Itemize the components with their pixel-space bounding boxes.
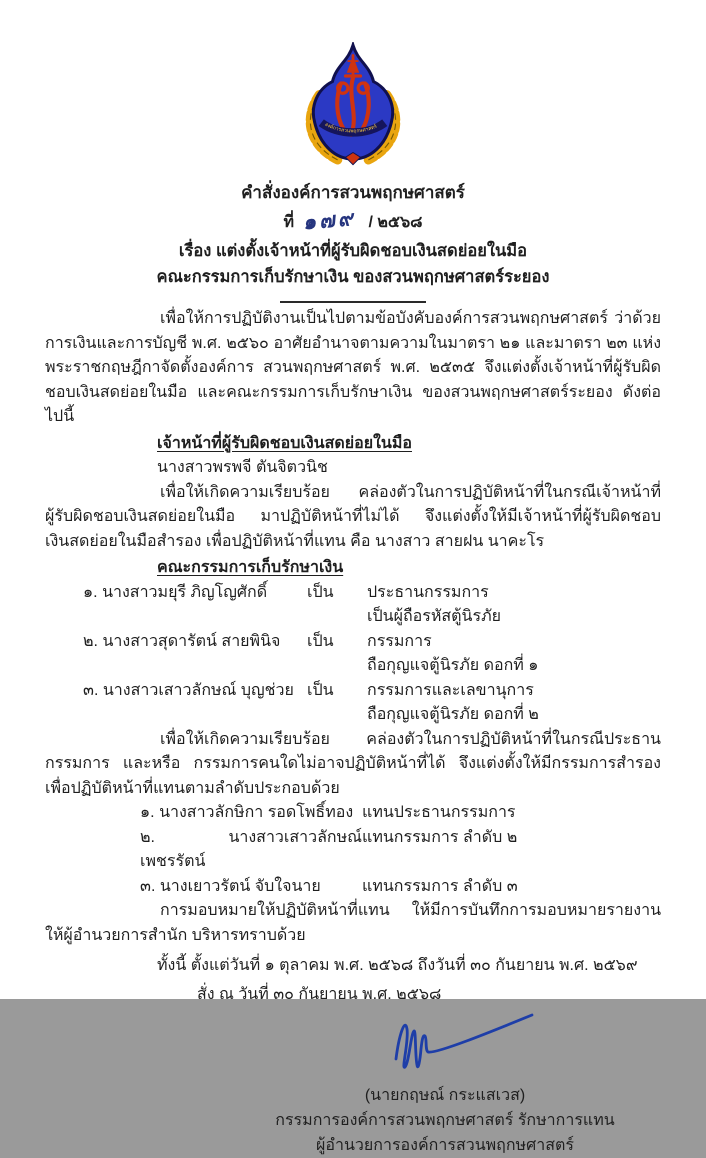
member-is-word: เป็น [307, 632, 334, 650]
substitute-number-name: ๑. นางสาวลักษิกา รอดโพธิ์ทอง [140, 804, 354, 821]
effective-date-line: ทั้งนี้ ตั้งแต่วันที่ ๑ ตุลาคม พ.ศ. ๒๕๖๘ ถึงวันที่ ๓๐ กันยายน พ.ศ. ๒๕๖๙ [157, 957, 638, 974]
committee-member-row [45, 630, 661, 679]
signatory-title-1: กรรมการองค์การสวนพฤกษศาสตร์ รักษาการแทน [275, 1112, 615, 1129]
committee-member-row [45, 679, 661, 728]
substitute-role: แทนกรรมการ ลำดับ ๓ [362, 877, 518, 895]
member-number-name: ๓. นางสาวเสาวลักษณ์ บุญช่วย [83, 681, 294, 699]
member-role-primary: ประธานกรรมการ [367, 583, 489, 601]
member-roles [367, 679, 661, 728]
document-number-line [0, 206, 706, 238]
document-title: คำสั่งองค์การสวนพฤกษศาสตร์ [241, 183, 465, 202]
member-number-name: ๒. นางสาวสุดารัตน์ สายพินิจ [83, 632, 281, 650]
member-is-word: เป็น [307, 681, 334, 699]
closing-block [255, 1009, 635, 1158]
officer-backup-paragraph: เพื่อให้เกิดความเรียบร้อย คล่องตัวในการปฏิบัติหน้าที่ในกรณีเจ้าหน้าที่ผู้รับผิดชอบเงินสดย่อยในมือ มาปฏิบัติหน้าที่ไม่ได้ จึงแต่งตั้งให้มีเจ้าหน้าที่ผู้รับผิดชอบเงินสดย่อยในมือสำรอง เพื่อปฏิบัติหน้าที่แทน คือ นางสาว สายฝน นาคะโร [45, 483, 661, 550]
title-divider [280, 301, 426, 303]
member-role-primary: กรรมการและเลขานุการ [367, 681, 534, 699]
substitute-number-name: ๓. นางเยาวรัตน์ จับใจนาย [140, 877, 321, 895]
member-number-name: ๑. นางสาวมยุรี ภิญโญศักดิ์ [83, 583, 268, 601]
member-role-secondary: เป็นผู้ถือรหัสตู้นิรภัย [367, 608, 501, 625]
seal-container [0, 0, 706, 170]
member-roles [367, 581, 661, 630]
handwritten-document-number: ๑๗๙ [303, 206, 359, 235]
subject-line-1: เรื่อง แต่งตั้งเจ้าหน้าที่ผู้รับผิดชอบเงินสดย่อยในมือ [178, 242, 528, 260]
officer-section-heading: เจ้าหน้าที่ผู้รับผิดชอบเงินสดย่อยในมือ [157, 434, 412, 452]
substitute-role: แทนกรรมการ ลำดับ ๒ [362, 828, 518, 846]
committee-member-row [45, 581, 661, 630]
substitute-intro-paragraph: เพื่อให้เกิดความเรียบร้อย คล่องตัวในการปฏิบัติหน้าที่ในกรณีประธานกรรมการ และหรือ กรรมการคนใดไม่อาจปฏิบัติหน้าที่ได้ จึงแต่งตั้งให้มีกรรมการสำรอง เพื่อปฏิบัติหน้าที่แทนตามลำดับประกอบด้วย [45, 730, 661, 797]
substitute-row [45, 801, 661, 826]
member-role-secondary: ถือกุญแจตู้นิรภัย ดอกที่ ๑ [367, 657, 539, 674]
signatory-name: (นายกฤษณ์ กระแสเวส) [364, 1087, 526, 1104]
intro-paragraph: เพื่อให้การปฏิบัติงานเป็นไปตามข้อบังคับองค์การสวนพฤกษศาสตร์ ว่าด้วย การเงินและการบัญชี พ.ศ. ๒๕๖๐ อาศัยอำนาจตามความในมาตรา ๒๑ และมาตรา ๒๓ แห่งพระราชกฤษฎีกาจัดตั้งองค์การ สวนพฤกษศาสตร์ พ.ศ. ๒๕๓๕ จึงแต่งตั้งเจ้าหน้าที่ผู้รับผิดชอบเงินสดย่อยในมือ และคณะกรรมการเก็บรักษาเงิน ของสวนพฤกษศาสตร์ระยอง ดังต่อไปนี้ [45, 310, 662, 425]
assignment-note-paragraph: การมอบหมายให้ปฏิบัติหน้าที่แทน ให้มีการบันทึกการมอบหมายรายงานให้ผู้อำนวยการสำนัก บริหารทราบด้วย [45, 902, 661, 944]
member-role-primary: กรรมการ [367, 632, 432, 650]
officer-name: นางสาวพรพจี ตันจิตวนิช [157, 459, 328, 476]
document-number-year: / ๒๕๖๘ [368, 214, 423, 231]
substitute-role: แทนประธานกรรมการ [362, 804, 516, 821]
committee-section-heading: คณะกรรมการเก็บรักษาเงิน [157, 559, 344, 576]
member-is-word: เป็น [307, 583, 334, 601]
substitute-row [45, 875, 661, 900]
substitute-row [45, 826, 661, 875]
subject-line-2: คณะกรรมการเก็บรักษาเงิน ของสวนพฤกษศาสตร์ระยอง [156, 268, 550, 286]
signature-area [255, 1009, 635, 1083]
issued-date-line: สั่ง ณ วันที่ ๓๐ กันยายน พ.ศ. ๒๕๖๘ [197, 985, 442, 1003]
member-roles [367, 630, 661, 679]
member-role-secondary: ถือกุญแจตู้นิรภัย ดอกที่ ๒ [367, 706, 539, 723]
organization-seal-icon [297, 42, 409, 166]
signatory-title-2: ผู้อำนวยการองค์การสวนพฤกษศาสตร์ [316, 1137, 574, 1154]
seal-banner-text: องค์การสวนพฤกษศาสตร์ [323, 121, 379, 135]
document-number-prefix: ที่ [283, 214, 295, 231]
substitute-number-name: ๒. นางสาวเสาวลักษณ์ เพชรรัตน์ [140, 828, 362, 870]
signature-stroke-icon [380, 1009, 540, 1081]
